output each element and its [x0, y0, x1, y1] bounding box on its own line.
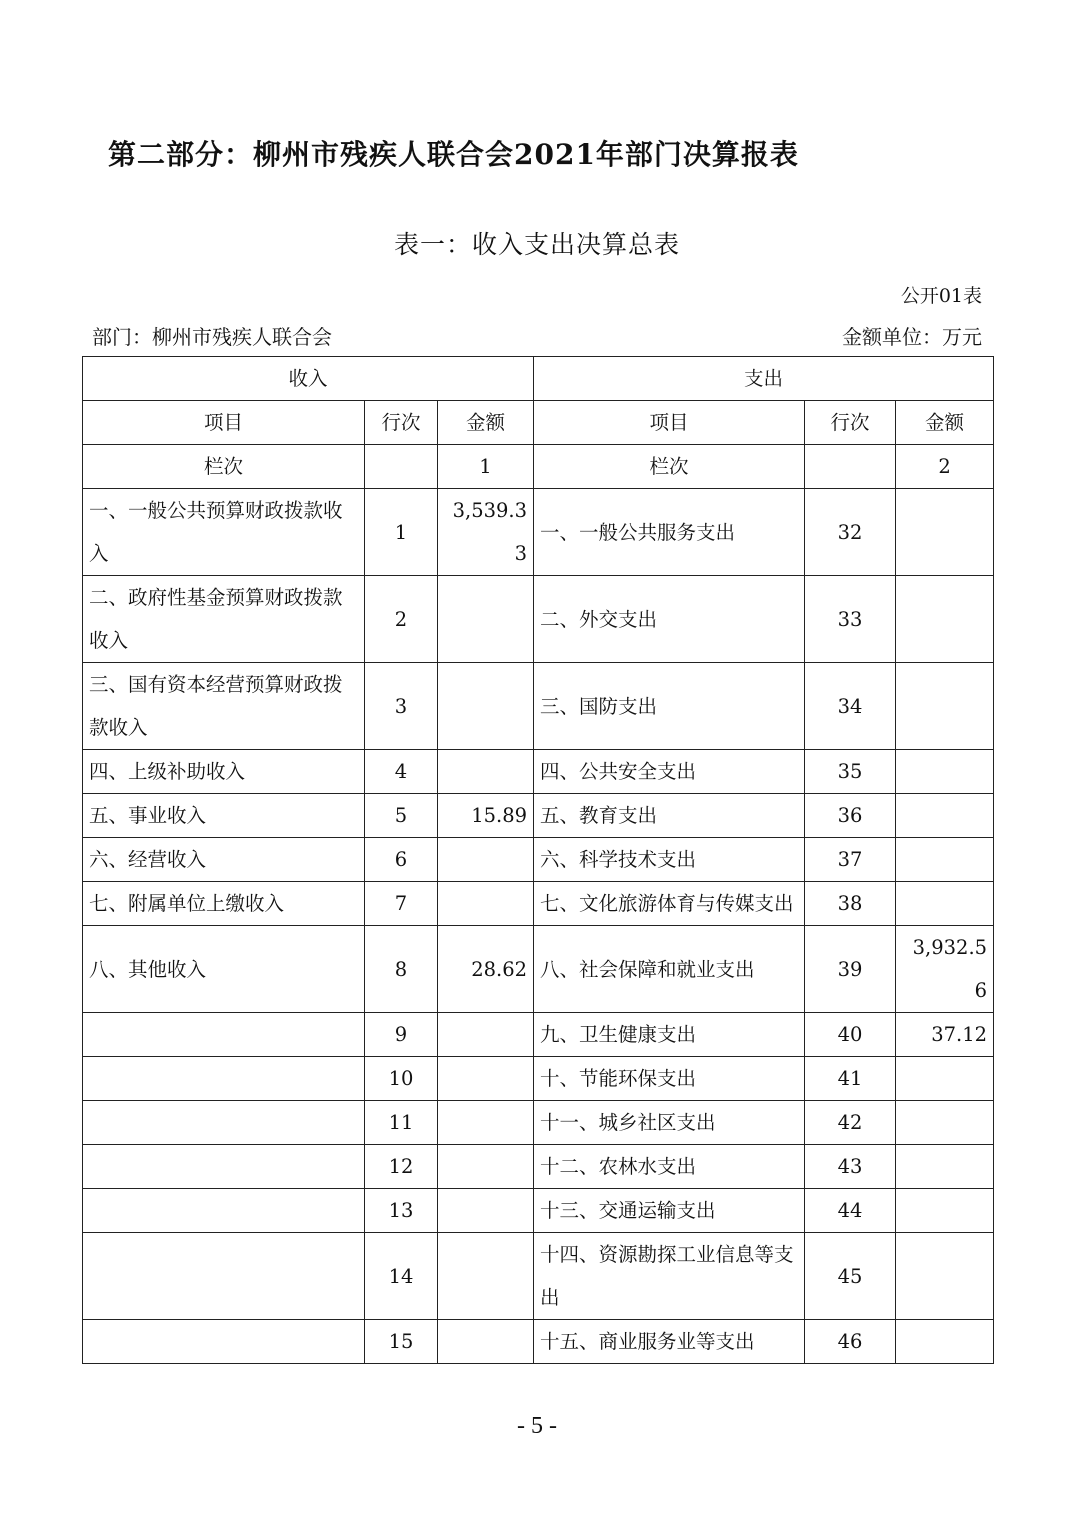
- table-row: [83, 838, 994, 882]
- income-row-cell: 14: [365, 1233, 438, 1320]
- page-number: - 5 -: [517, 1413, 557, 1439]
- expense-item-cell: 十、节能环保支出: [534, 1057, 805, 1101]
- expense-item-cell: 十四、资源勘探工业信息等支出: [534, 1233, 805, 1320]
- expense-amount-cell: [896, 1101, 994, 1145]
- income-row-cell: 2: [365, 576, 438, 663]
- expense-item-cell: 一、一般公共服务支出: [534, 489, 805, 576]
- income-amount-cell: [438, 1013, 534, 1057]
- expense-amount-cell: [896, 1189, 994, 1233]
- table-row: [83, 882, 994, 926]
- expense-row-cell: 32: [805, 489, 896, 576]
- income-item-cell: 一、一般公共预算财政拨款收入: [83, 489, 365, 576]
- income-item-cell: 七、附属单位上缴收入: [83, 882, 365, 926]
- expense-item-cell: 三、国防支出: [534, 663, 805, 750]
- expense-row-cell: 39: [805, 926, 896, 1013]
- expense-amount-cell: [896, 1057, 994, 1101]
- income-row-cell: 10: [365, 1057, 438, 1101]
- income-amount-cell: [438, 1145, 534, 1189]
- income-item-cell: [83, 1320, 365, 1364]
- expense-amount-header: 金额: [896, 401, 994, 445]
- expense-row-cell: 42: [805, 1101, 896, 1145]
- income-item-cell: 八、其他收入: [83, 926, 365, 1013]
- income-row-cell: 13: [365, 1189, 438, 1233]
- income-item-cell: 六、经营收入: [83, 838, 365, 882]
- table-column-number-row: [83, 445, 994, 489]
- income-amount-cell: 3,539.33: [438, 489, 534, 576]
- expense-item-cell: 七、文化旅游体育与传媒支出: [534, 882, 805, 926]
- expense-amount-cell: [896, 1320, 994, 1364]
- income-row-cell: 3: [365, 663, 438, 750]
- table-row: [83, 926, 994, 1013]
- income-row-cell: 6: [365, 838, 438, 882]
- income-item-cell: 二、政府性基金预算财政拨款收入: [83, 576, 365, 663]
- table-row: [83, 576, 994, 663]
- table-row: [83, 1233, 994, 1320]
- expense-amount-cell: [896, 1145, 994, 1189]
- expense-lanci-label: 栏次: [534, 445, 805, 489]
- income-header: 收入: [83, 357, 534, 401]
- income-row-cell: 5: [365, 794, 438, 838]
- table-row: [83, 663, 994, 750]
- income-amount-cell: [438, 1189, 534, 1233]
- expense-header: 支出: [534, 357, 994, 401]
- table-title: 表一：收入支出决算总表: [393, 230, 680, 259]
- income-amount-cell: [438, 838, 534, 882]
- table-row: [83, 1013, 994, 1057]
- income-row-cell: 7: [365, 882, 438, 926]
- income-item-cell: 四、上级补助收入: [83, 750, 365, 794]
- expense-amount-cell: 37.12: [896, 1013, 994, 1057]
- expense-row-cell: 41: [805, 1057, 896, 1101]
- income-amount-cell: [438, 1320, 534, 1364]
- expense-item-cell: 六、科学技术支出: [534, 838, 805, 882]
- income-item-cell: 五、事业收入: [83, 794, 365, 838]
- expense-row-cell: 37: [805, 838, 896, 882]
- income-amount-header: 金额: [438, 401, 534, 445]
- table-row: [83, 1057, 994, 1101]
- income-row-cell: 1: [365, 489, 438, 576]
- expense-item-header: 项目: [534, 401, 805, 445]
- expense-amount-cell: [896, 750, 994, 794]
- expense-row-cell: 33: [805, 576, 896, 663]
- income-amount-cell: [438, 1233, 534, 1320]
- income-row-cell: 15: [365, 1320, 438, 1364]
- table-section-header-row: [83, 357, 994, 401]
- amount-unit-label: 金额单位：万元: [842, 325, 982, 349]
- table-row: [83, 794, 994, 838]
- table-row: [83, 1145, 994, 1189]
- income-column-number: 1: [438, 445, 534, 489]
- department-label: 部门：柳州市残疾人联合会: [92, 325, 332, 349]
- expense-column-number: 2: [896, 445, 994, 489]
- income-row-cell: 4: [365, 750, 438, 794]
- expense-row-cell: 46: [805, 1320, 896, 1364]
- form-number: 公开01表: [900, 285, 982, 307]
- table-row: [83, 750, 994, 794]
- expense-item-cell: 十五、商业服务业等支出: [534, 1320, 805, 1364]
- expense-item-cell: 八、社会保障和就业支出: [534, 926, 805, 1013]
- expense-amount-cell: [896, 882, 994, 926]
- expense-row-cell: 38: [805, 882, 896, 926]
- table-row: [83, 489, 994, 576]
- income-amount-cell: [438, 750, 534, 794]
- expense-row-cell: 45: [805, 1233, 896, 1320]
- income-amount-cell: [438, 882, 534, 926]
- table-column-header-row: [83, 401, 994, 445]
- income-amount-cell: [438, 663, 534, 750]
- expense-amount-cell: [896, 838, 994, 882]
- expense-row-cell: 40: [805, 1013, 896, 1057]
- expense-row-cell: 43: [805, 1145, 896, 1189]
- expense-lanci-empty: [805, 445, 896, 489]
- income-amount-cell: [438, 1057, 534, 1101]
- expense-item-cell: 五、教育支出: [534, 794, 805, 838]
- table-row: [83, 1101, 994, 1145]
- page-title: 第二部分：柳州市残疾人联合会2021年部门决算报表: [108, 138, 799, 171]
- income-amount-cell: 15.89: [438, 794, 534, 838]
- income-item-cell: [83, 1233, 365, 1320]
- income-amount-cell: [438, 576, 534, 663]
- expense-amount-cell: 3,932.56: [896, 926, 994, 1013]
- expense-row-header: 行次: [805, 401, 896, 445]
- expense-amount-cell: [896, 576, 994, 663]
- income-lanci-label: 栏次: [83, 445, 365, 489]
- expense-item-cell: 四、公共安全支出: [534, 750, 805, 794]
- income-row-cell: 12: [365, 1145, 438, 1189]
- expense-row-cell: 36: [805, 794, 896, 838]
- expense-row-cell: 35: [805, 750, 896, 794]
- expense-item-cell: 十一、城乡社区支出: [534, 1101, 805, 1145]
- expense-item-cell: 十二、农林水支出: [534, 1145, 805, 1189]
- table-row: [83, 1320, 994, 1364]
- expense-amount-cell: [896, 794, 994, 838]
- income-item-cell: [83, 1145, 365, 1189]
- expense-row-cell: 44: [805, 1189, 896, 1233]
- income-row-cell: 9: [365, 1013, 438, 1057]
- income-lanci-empty: [365, 445, 438, 489]
- income-amount-cell: [438, 1101, 534, 1145]
- expense-item-cell: 九、卫生健康支出: [534, 1013, 805, 1057]
- income-item-cell: [83, 1057, 365, 1101]
- income-row-cell: 11: [365, 1101, 438, 1145]
- expense-amount-cell: [896, 663, 994, 750]
- income-row-cell: 8: [365, 926, 438, 1013]
- income-item-cell: 三、国有资本经营预算财政拨款收入: [83, 663, 365, 750]
- income-item-cell: [83, 1101, 365, 1145]
- expense-item-cell: 二、外交支出: [534, 576, 805, 663]
- expense-amount-cell: [896, 1233, 994, 1320]
- income-row-header: 行次: [365, 401, 438, 445]
- expense-amount-cell: [896, 489, 994, 576]
- expense-row-cell: 34: [805, 663, 896, 750]
- income-item-cell: [83, 1189, 365, 1233]
- expense-item-cell: 十三、交通运输支出: [534, 1189, 805, 1233]
- income-amount-cell: 28.62: [438, 926, 534, 1013]
- income-expense-table: [82, 356, 994, 1364]
- income-item-header: 项目: [83, 401, 365, 445]
- income-item-cell: [83, 1013, 365, 1057]
- table-row: [83, 1189, 994, 1233]
